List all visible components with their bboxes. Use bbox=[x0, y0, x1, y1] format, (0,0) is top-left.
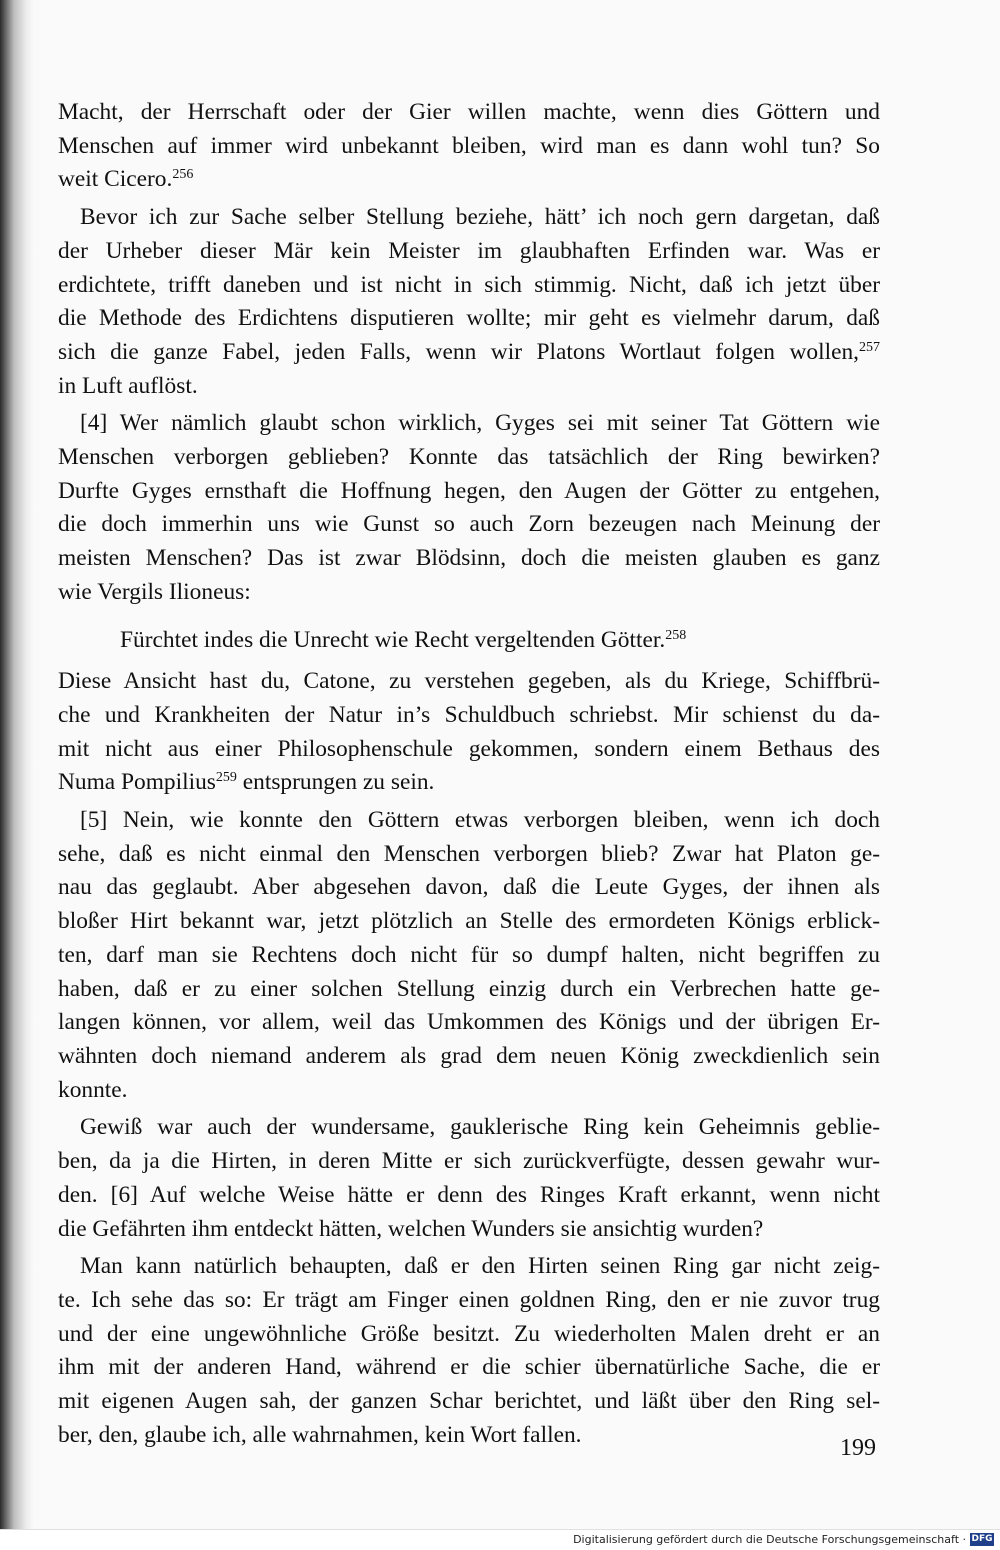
text-line: konnte. bbox=[58, 1076, 128, 1103]
text-line: und der eine ungewöhnliche Größe besitzt. Zu wiederholten Malen dreht er an bbox=[58, 1320, 880, 1347]
text-line: erdichtete, trifft daneben und ist nicht in sich stimmig. Nicht, daß ich jetzt über bbox=[58, 271, 880, 298]
paragraph-5 bbox=[58, 804, 880, 1107]
text-fragment: sich die ganze Fabel, jeden Falls, wenn wir Platons Wortlaut folgen wollen, bbox=[58, 338, 859, 365]
text-line: ten, darf man sie Rechtens doch nicht für so dumpf halten, nicht begriffen zu bbox=[58, 941, 880, 968]
main-text bbox=[58, 96, 880, 1452]
footer-credit: Digitalisierung gefördert durch die Deutsche Forschungsgemeinschaft · bbox=[573, 1533, 966, 1546]
text-line: nau das geglaubt. Aber abgesehen davon, daß die Leute Gyges, der ihnen als bbox=[58, 874, 880, 901]
text-line: che und Krankheiten der Natur in’s Schuldbuch schriebst. Mir schienst du da- bbox=[58, 701, 880, 728]
text-line: sehe, daß es nicht einmal den Menschen verborgen blieb? Zwar hat Platon ge- bbox=[58, 840, 880, 867]
verse-text: Fürchtet indes die Unrecht wie Recht vergeltenden Götter. bbox=[120, 626, 666, 653]
text-line: mit nicht aus einer Philosophenschule gekommen, sondern einem Bethaus des bbox=[58, 735, 880, 762]
text-line bbox=[58, 336, 880, 370]
text-line: langen können, vor allem, weil das Umkommen des Königs und der übrigen Er- bbox=[58, 1009, 880, 1036]
text-line: Gewiß war auch der wundersame, gauklerische Ring kein Geheimnis geblie- bbox=[80, 1114, 880, 1141]
text-line: Macht, der Herrschaft oder der Gier willen machte, wenn dies Göttern und bbox=[58, 99, 880, 125]
footnote-ref-258[interactable]: 258 bbox=[665, 627, 687, 643]
text-line: haben, daß er zu einer solchen Stellung einzig durch ein Verbrechen hatte ge- bbox=[58, 975, 880, 1002]
text-fragment: weit Cicero. bbox=[58, 166, 173, 193]
text-line: [5] Nein, wie konnte den Göttern etwas verborgen bleiben, wenn ich doch bbox=[80, 807, 880, 834]
text-fragment: Numa Pompilius bbox=[58, 769, 216, 796]
page-number: 199 bbox=[840, 1435, 876, 1461]
text-line: te. Ich sehe das so: Er trägt am Finger einen goldnen Ring, den er nie zuvor trug bbox=[58, 1286, 880, 1313]
text-line: meisten Menschen? Das ist zwar Blödsinn, doch die meisten glauben es ganz bbox=[58, 545, 880, 572]
text-line: ber, den, glaube ich, alle wahrnahmen, kein Wort fallen. bbox=[58, 1421, 582, 1448]
text-line bbox=[58, 766, 880, 800]
footnote-ref-256[interactable]: 256 bbox=[172, 167, 194, 183]
text-line: ben, da ja die Hirten, in deren Mitte er sich zurückverfügte, dessen gewahr wur- bbox=[58, 1148, 880, 1175]
paragraph-1 bbox=[58, 96, 880, 197]
text-line bbox=[58, 163, 880, 197]
paragraph-3 bbox=[58, 407, 880, 609]
text-fragment: entsprungen zu sein. bbox=[236, 769, 435, 796]
text-line: bloßer Hirt bekannt war, jetzt plötzlich an Stelle des ermordeten Königs erblick- bbox=[58, 908, 880, 935]
text-line: Menschen verborgen geblieben? Konnte das tatsächlich der Ring bewirken? bbox=[58, 444, 880, 471]
text-line: die Gefährten ihm entdeckt hätten, welchen Wunders sie ansichtig wurden? bbox=[58, 1215, 764, 1242]
paragraph-6 bbox=[58, 1111, 880, 1246]
text-line: [4] Wer nämlich glaubt schon wirklich, Gyges sei mit seiner Tat Göttern wie bbox=[80, 410, 880, 437]
dfg-logo-icon: DFG bbox=[971, 1534, 993, 1544]
footnote-ref-259[interactable]: 259 bbox=[215, 770, 237, 786]
text-line: Menschen auf immer wird unbekannt bleiben, wird man es dann wohl tun? So bbox=[58, 132, 880, 159]
text-line: Man kann natürlich behaupten, daß er den Hirten seinen Ring gar nicht zeig- bbox=[80, 1253, 880, 1280]
text-line: ihm mit der anderen Hand, während er die schier übernatürliche Sache, die er bbox=[58, 1354, 880, 1381]
text-line: mit eigenen Augen sah, der ganzen Schar berichtet, und läßt über den Ring sel- bbox=[58, 1388, 880, 1415]
paragraph-2 bbox=[58, 201, 880, 403]
page-binding-shadow bbox=[0, 0, 34, 1549]
text-line: der Urheber dieser Mär kein Meister im glaubhaften Erfinden war. Was er bbox=[58, 237, 880, 264]
text-line: die Methode des Erdichtens disputieren wollte; mir geht es vielmehr darum, daß bbox=[58, 305, 880, 332]
paragraph-4 bbox=[58, 665, 880, 800]
text-line: Diese Ansicht hast du, Catone, zu verstehen gegeben, als du Kriege, Schiffbrü- bbox=[58, 668, 880, 695]
text-line: wähnten doch niemand anderem als grad dem neuen König zweckdienlich sein bbox=[58, 1042, 880, 1069]
text-line: die doch immerhin uns wie Gunst so auch Zorn bezeugen nach Meinung der bbox=[58, 511, 880, 538]
text-line: wie Vergils Ilioneus: bbox=[58, 578, 251, 605]
text-line: in Luft auflöst. bbox=[58, 372, 198, 399]
text-line: Durfte Gyges ernsthaft die Hoffnung hegen, den Augen der Götter zu entgehen, bbox=[58, 477, 880, 504]
digitization-footer bbox=[0, 1529, 1000, 1550]
footnote-ref-257[interactable]: 257 bbox=[859, 339, 880, 355]
verse-quote bbox=[58, 624, 880, 658]
text-line: den. [6] Auf welche Weise hätte er denn des Ringes Kraft erkannt, wenn nicht bbox=[58, 1181, 880, 1208]
text-line: Bevor ich zur Sache selber Stellung beziehe, hätt’ ich noch gern dargetan, daß bbox=[80, 204, 880, 231]
paragraph-7 bbox=[58, 1250, 880, 1452]
